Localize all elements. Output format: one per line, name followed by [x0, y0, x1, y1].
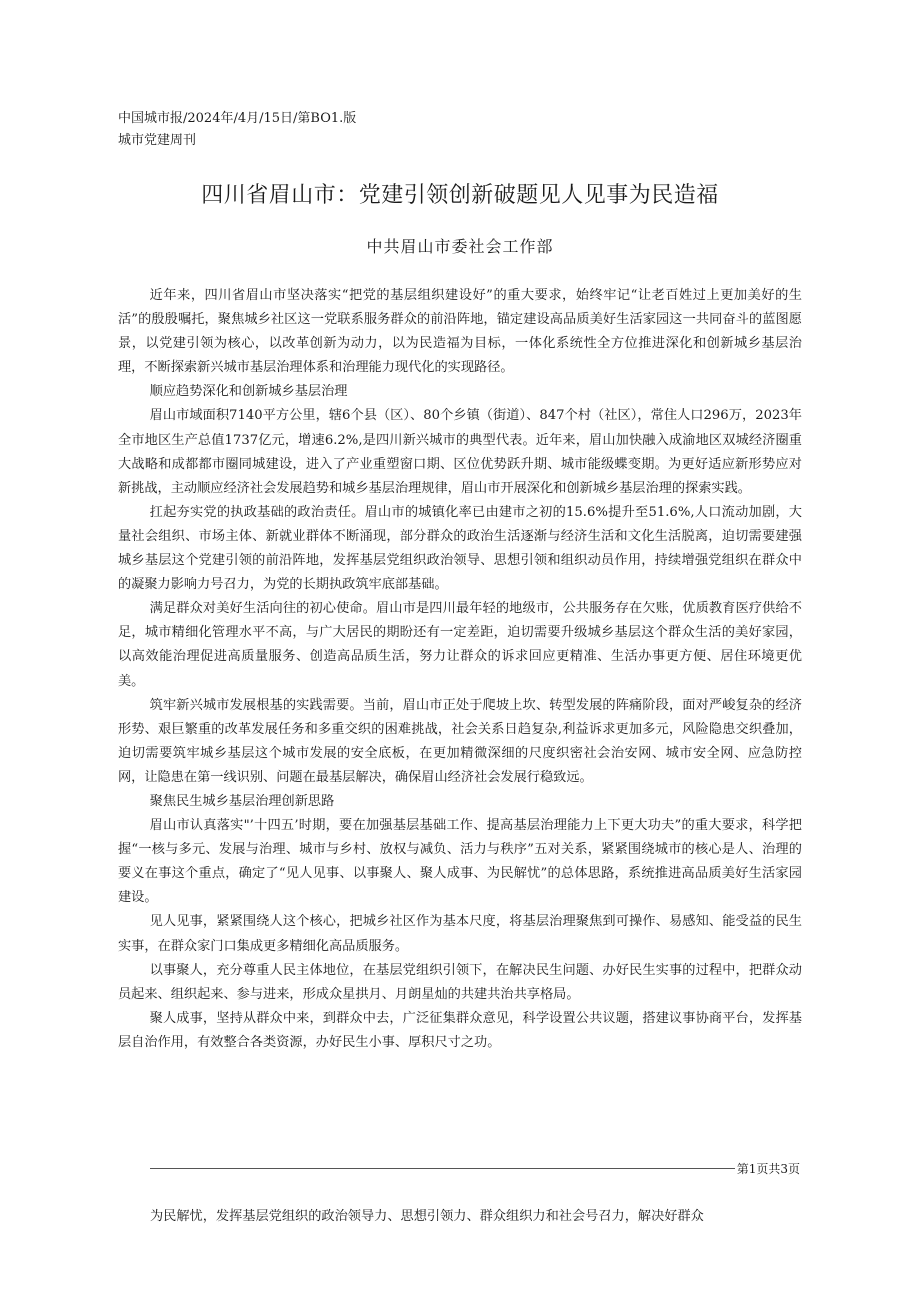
paragraph: 近年来，四川省眉山市坚决落实“把党的基层组织建设好”的重大要求，始终牢记“让老百姓过上更加美好的生活”的殷殷嘱托，聚焦城乡社区这一党联系服务群众的前沿阵地，锚定建设高品质美好生活家园这一共同奋斗的蓝图愿景，以党建引领为核心，以改革创新为动力，以为民造福为目标，一体化系统性全方位推进深化和创新城乡基层治理，不断探索新兴城市基层治理体系和治理能力现代化的实现路径。 [118, 288, 802, 376]
article-body [118, 284, 802, 1055]
section-heading: 顺应趋势深化和创新城乡基层治理 [149, 384, 348, 400]
continuation-text: 为民解忧，发挥基层党组织的政治领导力、思想引领力、群众组织力和社会号召力，解决好群众 [150, 1209, 704, 1224]
paragraph: 满足群众对美好生活向往的初心使命。眉山市是四川最年轻的地级市，公共服务存在欠账，优质教育医疗供给不足，城市精细化管理水平不高，与广大居民的期盼还有一定差距，迫切需要升级城乡基层这个群众生活的美好家园，以高效能治理促进高质量服务、创造高品质生活，努力让群众的诉求回应更精准、生活办事更方便、居住环境更优美。 [118, 601, 802, 689]
paragraph: 聚人成事，坚持从群众中来，到群众中去，广泛征集群众意见，科学设置公共议题，搭建议事协商平台，发挥基层自治作用，有效整合各类资源，办好民生小事、厚积尺寸之功。 [118, 1010, 802, 1050]
section-heading: 聚焦民生城乡基层治理创新思路 [149, 793, 335, 809]
paragraph: 眉山市域面积7140平方公里，辖6个县（区）、80个乡镇（街道）、847个村（社区），常住人口296万，2023年全市地区生产总值1737亿元，增速6.2%,是四川新兴城市的典型代表。近年来，眉山加快融入成渝地区双城经济圈重大战略和成都都市圈同城建设，进入了产业重塑窗口期、区位优势跃升期、城市能级蝶变期。为更好适应新形势应对新挑战，主动顺应经济社会发展趋势和城乡基层治理规律，眉山市开展深化和创新城乡基层治理的探索实践。 [118, 408, 802, 496]
page-number: 第1页共3页 [736, 1161, 800, 1176]
article-author: 中共眉山市委社会工作部 [366, 237, 554, 256]
footer-divider [150, 1168, 735, 1169]
paragraph: 扛起夯实党的执政基础的政治责任。眉山市的城镇化率已由建市之初的15.6%提升至51.6%,人口流动加剧，大量社会组织、市场主体、新就业群体不断涌现，部分群众的政治生活逐渐与经济生活和文化生活脱离，迫切需要建强城乡基层这个党建引领的前沿阵地，发挥基层党组织政治领导、思想引领和组织动员作用，持续增强党组织在群众中的凝聚力影响力号召力，为党的长期执政筑牢底部基础。 [118, 504, 802, 593]
article-title: 四川省眉山市：党建引领创新破题见人见事为民造福 [201, 183, 719, 208]
publication-source: 中国城市报/2024年/4月/15日/第BO1.版 [118, 111, 357, 126]
page-footer [150, 1157, 800, 1179]
paragraph: 眉山市认真落实"’十四五’时期，要在加强基层基础工作、提高基层治理能力上下更大功夫”的重大要求，科学把握“一核与多元、发展与治理、城市与乡村、放权与减负、活力与秩序”五对关系，紧紧围绕城市的核心是人、治理的要义在事这个重点，确定了“见人见事、以事聚人、聚人成事、为民解忧”的总体思路，系统推进高品质美好生活家园建设。 [118, 818, 802, 906]
paragraph: 以事聚人，充分尊重人民主体地位，在基层党组织引领下，在解决民生问题、办好民生实事的过程中，把群众动员起来、组织起来、参与进来，形成众星拱月、月朗星灿的共建共治共享格局。 [118, 962, 802, 1002]
publication-column: 城市党建周刊 [118, 133, 197, 148]
paragraph: 筑牢新兴城市发展根基的实践需要。当前，眉山市正处于爬坡上坎、转型发展的阵痛阶段，面对严峻复杂的经济形势、艰巨繁重的改革发展任务和多重交织的困难挑战，社会关系日趋复杂,利益诉求更加多元，风险隐患交织叠加，迫切需要筑牢城乡基层这个城市发展的安全底板，在更加精微深细的尺度织密社会治安网、城市安全网、应急防控网，让隐患在第一线识别、问题在最基层解决，确保眉山经济社会发展行稳致远。 [118, 697, 802, 785]
paragraph: 见人见事，紧紧围绕人这个核心，把城乡社区作为基本尺度，将基层治理聚焦到可操作、易感知、能受益的民生实事，在群众家门口集成更多精细化高品质服务。 [118, 914, 802, 954]
